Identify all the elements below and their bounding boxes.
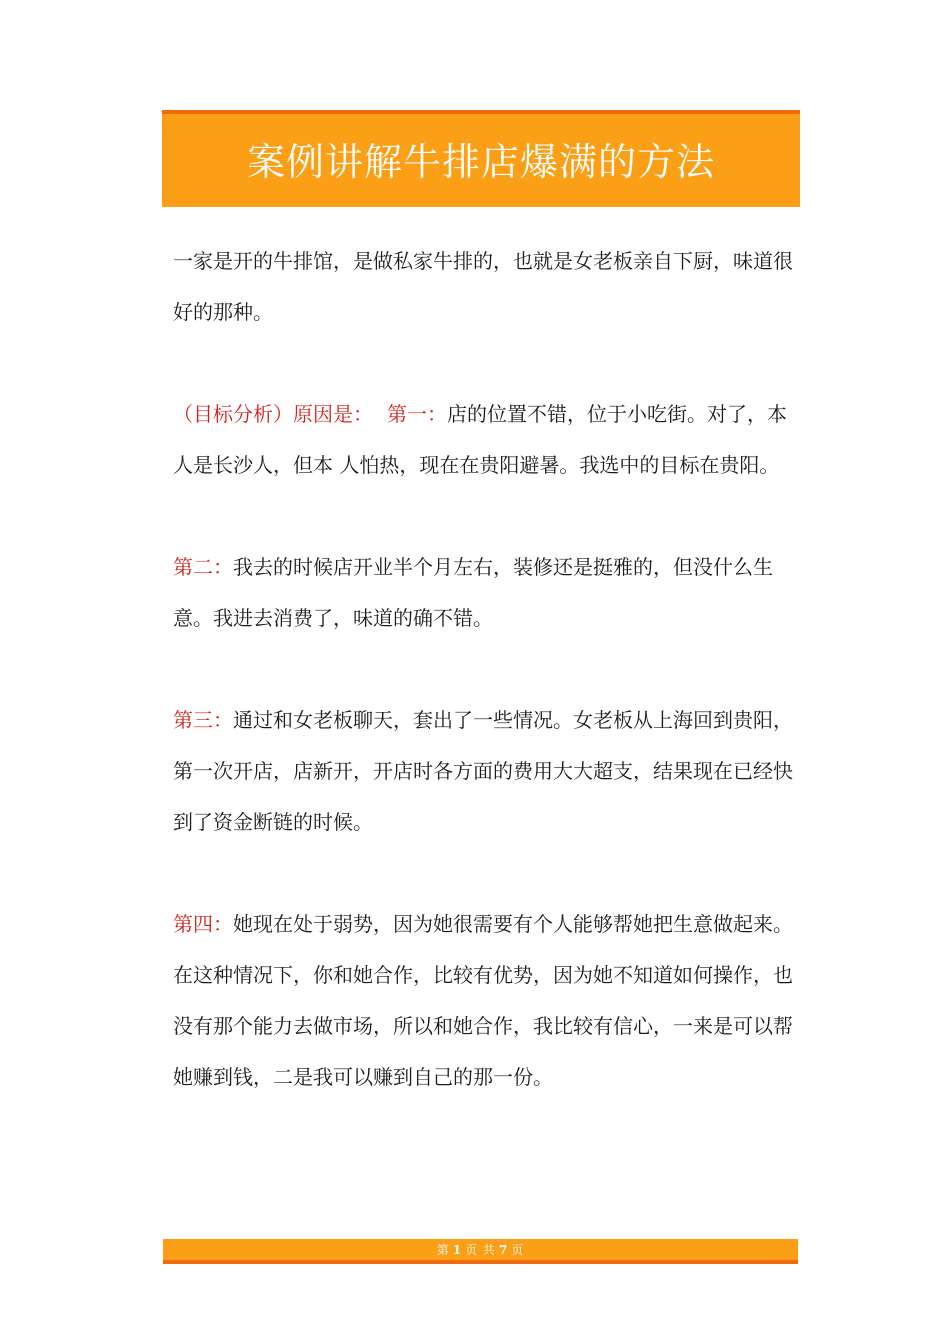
intro-paragraph: 一家是开的牛排馆，是做私家牛排的，也就是女老板亲自下厨，味道很好的那种。	[173, 249, 793, 324]
reason-3-text: 通过和女老板聊天，套出了一些情况。女老板从上海回到贵阳，第一次开店，店新开，开店时各方面的费用大大超支，结果现在已经快到了资金断链的时候。	[173, 708, 793, 834]
current-page-number: 1	[452, 1242, 463, 1257]
reason-2-paragraph	[173, 542, 803, 644]
footer-prefix: 第	[436, 1243, 450, 1257]
reason-4-label: 第四：	[173, 912, 233, 936]
footer-middle: 页 共	[465, 1243, 496, 1257]
reason-4-text: 她现在处于弱势，因为她很需要有个人能够帮她把生意做起来。在这种情况下，你和她合作，比较有优势，因为她不知道如何操作，也没有那个能力去做市场，所以和她合作，我比较有信心，一来是可以帮她赚到钱，二是我可以赚到自己的那一份。	[173, 912, 793, 1089]
page-title: 案例讲解牛排店爆满的方法	[246, 139, 715, 184]
spacer	[173, 338, 803, 389]
reason-1-label: 第一：	[387, 402, 447, 426]
page-footer	[163, 1239, 798, 1264]
spacer	[173, 848, 803, 899]
reason-2-label: 第二：	[173, 555, 233, 579]
reason-1-text: 店的位置不错，位于小吃街。对了，本人是长沙人，但本 人怕热，现在在贵阳避暑。我选中的目标在贵阳。	[173, 402, 787, 477]
footer-suffix: 页	[511, 1243, 525, 1257]
total-page-number: 7	[498, 1242, 509, 1257]
reason-3-paragraph	[173, 695, 803, 848]
reason-2-text: 我去的时候店开业半个月左右，装修还是挺雅的，但没什么生意。我进去消费了，味道的确不错。	[173, 555, 773, 630]
spacer	[173, 644, 803, 695]
document-body	[173, 236, 803, 1103]
spacer	[173, 491, 803, 542]
reason-3-label: 第三：	[173, 708, 233, 732]
reason-4-paragraph	[173, 899, 803, 1103]
title-banner	[162, 110, 800, 207]
reason-1-paragraph	[173, 389, 803, 491]
analysis-label: （目标分析）原因是：	[173, 402, 373, 426]
